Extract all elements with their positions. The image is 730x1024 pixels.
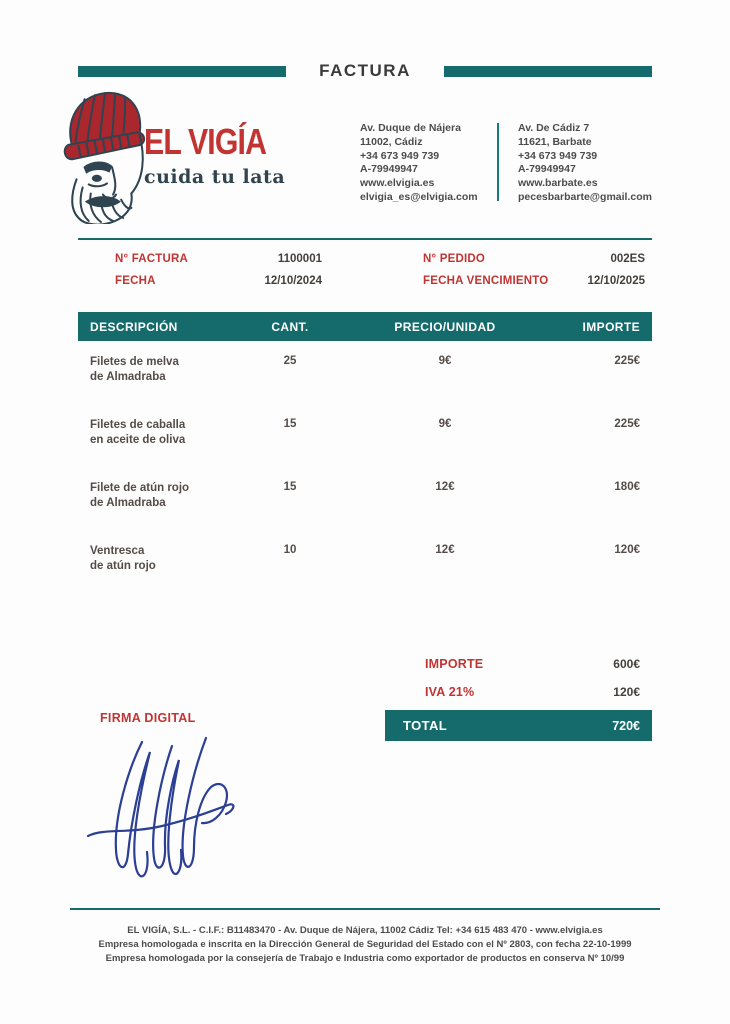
brand-name: EL VIGÍA xyxy=(144,121,267,162)
totals-block xyxy=(385,650,652,741)
address-line: Av. De Cádiz 7 xyxy=(518,122,590,134)
footer-line-company: EL VIGÍA, S.L. - C.I.F.: B11483470 - Av. Duque de Nájera, 11002 Cádiz Tel: +34 615 483 470 - www.elvigia.es xyxy=(127,925,603,936)
address-email: elvigia_es@elvigia.com xyxy=(360,190,478,203)
total-label: TOTAL xyxy=(403,718,448,733)
item-description: Filete de atún rojo de Almadraba xyxy=(90,482,190,509)
item-description: Filetes de caballa en aceite de oliva xyxy=(90,419,186,446)
header-rule-right xyxy=(444,66,652,77)
item-quantity: 15 xyxy=(283,481,297,493)
address-line: Av. Duque de Nájera xyxy=(360,122,461,134)
pedido-value: 002ES xyxy=(610,253,645,265)
item-quantity: 15 xyxy=(283,418,297,430)
factura-label: N° FACTURA xyxy=(115,253,189,265)
meta-row-vencimiento xyxy=(423,275,645,287)
address-secondary xyxy=(518,122,668,205)
item-amount: 180€ xyxy=(614,481,640,493)
handwritten-signature-icon xyxy=(84,736,242,888)
footer-legal-text xyxy=(40,924,690,966)
address-line: 11621, Barbate xyxy=(518,135,592,148)
header-rule-left xyxy=(78,66,286,77)
footer-rule xyxy=(70,908,660,910)
address-line: A-79949947 xyxy=(518,163,576,176)
address-email: pecesbarbarte@gmail.com xyxy=(518,190,652,203)
item-unit-price: 9€ xyxy=(438,355,452,367)
document-header xyxy=(78,62,652,80)
address-line: +34 673 949 739 xyxy=(518,149,598,162)
iva-value: 120€ xyxy=(613,685,640,699)
col-header-importe: IMPORTE xyxy=(582,319,640,334)
fecha-value: 12/10/2024 xyxy=(264,275,322,287)
address-line: +34 673 949 739 xyxy=(360,149,440,162)
meta-row-factura xyxy=(115,253,322,265)
fecha-label: FECHA xyxy=(115,275,156,287)
item-unit-price: 12€ xyxy=(435,481,455,493)
item-amount: 225€ xyxy=(614,355,640,367)
totals-iva-row xyxy=(385,678,652,706)
item-unit-price: 12€ xyxy=(435,544,455,556)
invoice-meta-left xyxy=(115,253,322,297)
total-value: 720€ xyxy=(612,718,640,733)
table-row xyxy=(78,530,652,574)
importe-value: 600€ xyxy=(613,657,640,671)
footer-line-homologacion-1: Empresa homologada e inscrita en la Dirección General de Seguridad del Estado con el Nº 2803, con fecha 22-10-1999 xyxy=(98,939,632,950)
totals-importe-row xyxy=(385,650,652,678)
meta-row-fecha xyxy=(115,275,322,287)
firma-digital-label: FIRMA DIGITAL xyxy=(100,711,196,725)
col-header-cantidad: CANT. xyxy=(271,319,309,334)
table-header-row xyxy=(78,312,652,341)
vencimiento-label: FECHA VENCIMIENTO xyxy=(423,275,549,287)
item-quantity: 10 xyxy=(283,544,297,556)
item-amount: 120€ xyxy=(614,544,640,556)
totals-total-row xyxy=(385,710,652,741)
importe-label: IMPORTE xyxy=(425,657,484,671)
col-header-descripcion: DESCRIPCIÓN xyxy=(90,319,178,334)
factura-number: 1100001 xyxy=(277,253,322,265)
item-description: Ventresca de atún rojo xyxy=(90,545,156,572)
address-line: 11002, Cádiz xyxy=(360,135,423,148)
address-website: www.elvigia.es xyxy=(360,177,435,190)
item-description: Filetes de melva de Almadraba xyxy=(90,356,179,383)
brand-tagline: cuida tu lata xyxy=(144,166,286,188)
item-amount: 225€ xyxy=(614,418,640,430)
table-row xyxy=(78,467,652,511)
pedido-label: N° PEDIDO xyxy=(423,253,485,265)
address-line: A-79949947 xyxy=(360,163,418,176)
invoice-meta-right xyxy=(423,253,645,297)
table-row xyxy=(78,404,652,448)
address-divider xyxy=(497,123,499,201)
item-unit-price: 9€ xyxy=(438,418,452,430)
col-header-precio-unidad: PRECIO/UNIDAD xyxy=(394,319,496,334)
iva-label: IVA 21% xyxy=(425,685,475,699)
line-items-table xyxy=(78,312,652,593)
meta-row-pedido xyxy=(423,253,645,265)
item-quantity: 25 xyxy=(283,355,297,367)
brand-block xyxy=(144,121,289,188)
address-main xyxy=(360,122,510,205)
table-row xyxy=(78,341,652,385)
meta-separator-rule xyxy=(78,238,652,240)
footer-line-homologacion-2: Empresa homologada por la consejería de Trabajo e Industria como exportador de productos en conserva Nº 10/99 xyxy=(105,953,625,964)
address-website: www.barbate.es xyxy=(518,177,598,190)
document-title: FACTURA xyxy=(319,61,411,80)
vencimiento-value: 12/10/2025 xyxy=(587,275,645,287)
